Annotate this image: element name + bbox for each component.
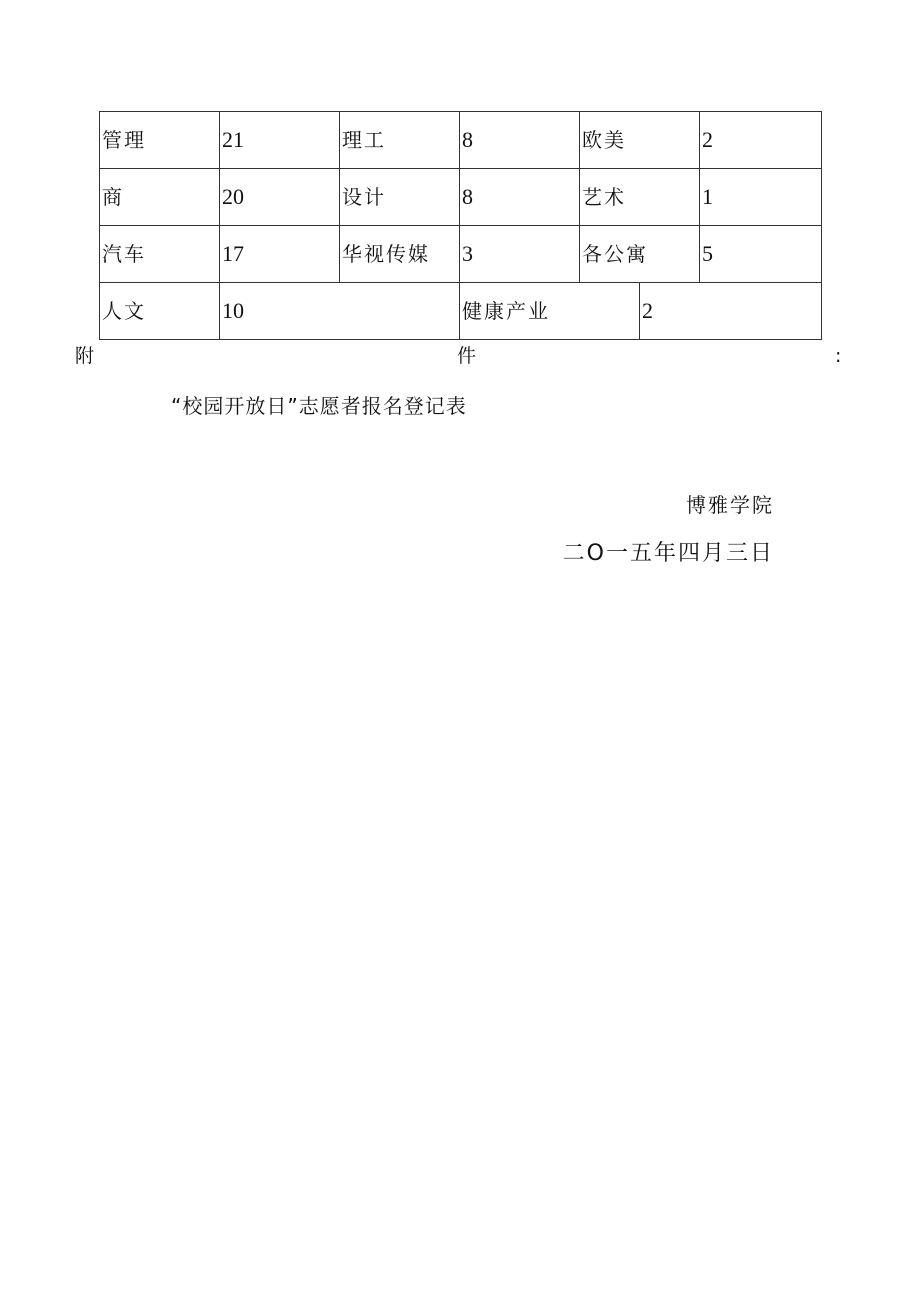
dept-label: 欧美	[580, 112, 700, 169]
dept-count: 5	[700, 226, 822, 283]
dept-label: 各公寓	[580, 226, 700, 283]
dept-count: 10	[220, 283, 460, 340]
dept-count: 3	[460, 226, 580, 283]
attachment-label-colon: :	[835, 345, 842, 367]
table-row	[100, 112, 822, 169]
dept-label: 艺术	[580, 169, 700, 226]
dept-label: 商	[100, 169, 220, 226]
dept-count: 8	[460, 112, 580, 169]
dept-count: 20	[220, 169, 340, 226]
table-row	[100, 226, 822, 283]
signature-date: 二O一五年四月三日	[562, 541, 774, 566]
dept-count: 17	[220, 226, 340, 283]
dept-count: 8	[460, 169, 580, 226]
table-row	[100, 283, 822, 340]
dept-label: 管理	[100, 112, 220, 169]
volunteer-quota-table	[99, 111, 822, 340]
dept-label: 汽车	[100, 226, 220, 283]
attachment-title: “校园开放日”志愿者报名登记表	[171, 394, 467, 418]
table-row	[100, 169, 822, 226]
dept-label: 理工	[340, 112, 460, 169]
dept-count: 2	[700, 112, 822, 169]
signature-org: 博雅学院	[686, 493, 774, 517]
dept-count: 2	[640, 283, 822, 340]
attachment-label-char-2: 件	[457, 345, 477, 367]
dept-label: 华视传媒	[340, 226, 460, 283]
dept-count: 21	[220, 112, 340, 169]
dept-label: 人文	[100, 283, 220, 340]
dept-count: 1	[700, 169, 822, 226]
dept-label: 健康产业	[460, 283, 640, 340]
dept-label: 设计	[340, 169, 460, 226]
attachment-label-char-1: 附	[75, 345, 95, 367]
